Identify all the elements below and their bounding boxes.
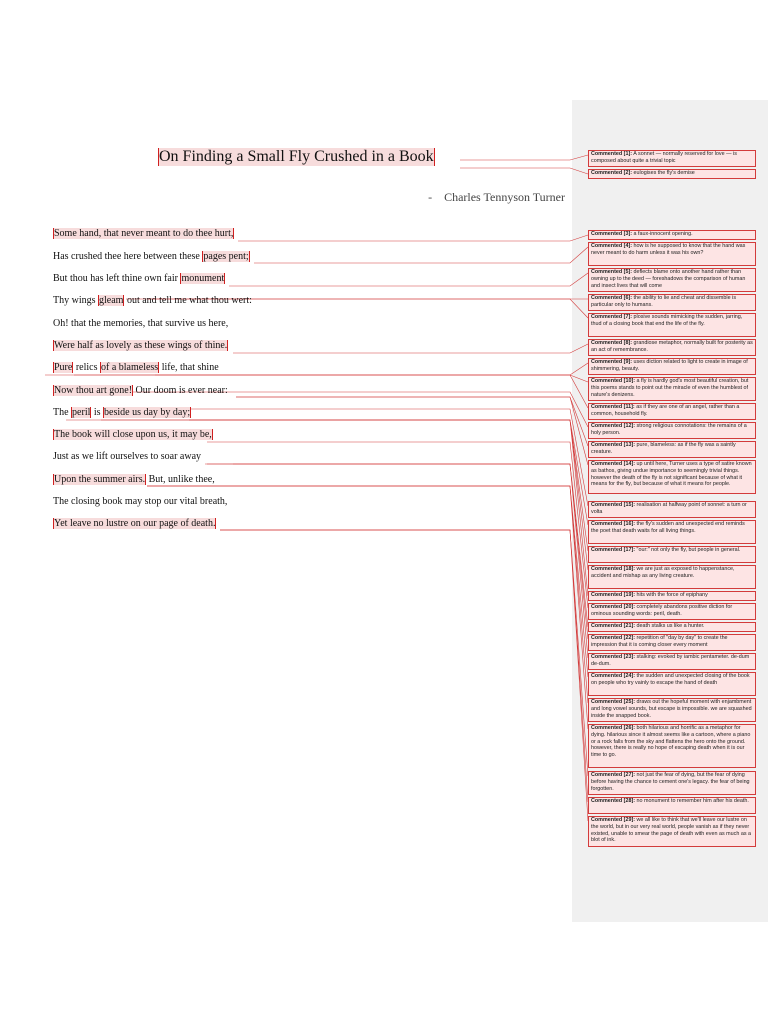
author-line xyxy=(428,190,565,205)
comment-label: Commented [7]: xyxy=(591,314,633,320)
comment-text: no monument to remember him after his death. xyxy=(635,798,749,804)
comment-text: grandiose metaphor, normally built for posterity as an act of remembrance. xyxy=(591,340,753,353)
poem-line xyxy=(53,251,250,262)
document-title: On Finding a Small Fly Crushed in a Book xyxy=(159,148,434,165)
poem-text: life, that shine xyxy=(159,362,219,373)
poem-text: The closing book may stop our vital breath, xyxy=(53,496,228,507)
comment-balloon[interactable] xyxy=(588,358,756,375)
comment-label: Commented [1]: xyxy=(591,151,633,157)
comment-label: Commented [26]: xyxy=(591,725,636,731)
comment-balloon[interactable] xyxy=(588,150,756,167)
comment-connector-line xyxy=(147,486,588,677)
comment-balloon[interactable] xyxy=(588,634,756,651)
comment-text: not just the fear of dying, but the fear of dying before having the chance to cement one's legacy. the fear of being forgotten. xyxy=(591,772,750,792)
comment-label: Commented [21]: xyxy=(591,623,636,629)
comment-text: hits with the force of epiphany xyxy=(635,592,708,598)
comment-text: death stalks us like a hunter. xyxy=(635,623,705,629)
comment-balloon[interactable] xyxy=(588,724,756,768)
poem-line xyxy=(53,340,228,351)
comment-balloon[interactable] xyxy=(588,294,756,311)
comment-text: a faux-innocent opening. xyxy=(632,231,693,237)
commented-text: Now thou art gone! xyxy=(54,385,133,396)
comment-connector-line xyxy=(207,464,588,639)
comment-label: Commented [25]: xyxy=(591,699,636,705)
comment-text: plosive sounds mimicking the sudden, jarring, thud of a closing book that end the life of the fly. xyxy=(591,314,743,327)
comment-balloon[interactable] xyxy=(588,377,756,401)
poem-text: But, unlike thee, xyxy=(146,474,215,485)
comment-connector-line xyxy=(207,442,588,608)
comment-text: we all like to think that we'll leave our lustre on the world, but in our very real world, people vanish as if they never existed, unable to smear the page of death with even as much as a blot of ink. xyxy=(591,817,752,844)
comment-balloon[interactable] xyxy=(588,501,756,518)
comment-label: Commented [23]: xyxy=(591,654,636,660)
comment-connector-line xyxy=(101,420,588,570)
comment-balloon[interactable] xyxy=(588,169,756,179)
comment-balloon[interactable] xyxy=(588,653,756,670)
comment-connector-line xyxy=(189,420,588,525)
poem-text: Oh! that the memories, that survive us here, xyxy=(53,318,229,329)
poem-line xyxy=(53,385,228,396)
comment-connector-line xyxy=(220,530,588,821)
comment-label: Commented [2]: xyxy=(591,170,633,176)
comment-text: realisation at halfway point of sonnet: a turn or volta xyxy=(591,502,747,515)
author-dash: - xyxy=(428,190,433,204)
poem-text: Just as we lift ourselves to soar away xyxy=(53,451,202,462)
comment-label: Commented [22]: xyxy=(591,635,636,641)
comment-text: both hilarious and horrific as a metaphor for dying. hilarious since it almost seems like a cartoon, where a piano or a rock falls from the sky and flattens the hero onto the ground. however, there is really no hope of escaping death when it is our time to go. xyxy=(591,725,751,759)
comment-balloon[interactable] xyxy=(588,546,756,563)
comment-label: Commented [6]: xyxy=(591,295,633,301)
poem-text: Our doom is ever near: xyxy=(133,385,228,396)
comment-text: a fly is hardly god's most beautiful creation, but this poems stands to point out the miracle of even the humblest of nature's denizens. xyxy=(591,378,749,398)
comment-text: repetition of "day by day" to create the impression that it is coming closer every moment xyxy=(591,635,728,648)
comment-text: the fly's sudden and unexpected end reminds the poet that death waits for all living things. xyxy=(591,521,745,534)
poem-line xyxy=(53,407,191,418)
commented-text: Yet leave no lustre on our page of death. xyxy=(54,518,216,529)
poem-line xyxy=(53,451,201,462)
comment-balloon[interactable] xyxy=(588,339,756,356)
author-name: Charles Tennyson Turner xyxy=(444,190,565,204)
poem-line xyxy=(53,228,234,239)
comment-text: the sudden and unexpected closing of the book on people who try vainly to escape the hand of death xyxy=(591,673,750,686)
comment-label: Commented [11]: xyxy=(591,404,635,410)
comment-text: pure, blameless: as if the fly was a saintly creature. xyxy=(591,442,736,455)
comment-label: Commented [15]: xyxy=(591,502,636,508)
commented-text: Were half as lovely as these wings of thine. xyxy=(54,340,228,351)
comment-text: stalking: evoked by iambic pentameter. de-dum de-dum. xyxy=(591,654,750,667)
commented-text: Pure xyxy=(54,362,73,373)
comment-balloon[interactable] xyxy=(588,591,756,601)
comment-text: strong religious connotations: the remains of a holy person. xyxy=(591,423,747,436)
commented-text: gleam xyxy=(99,295,124,306)
comment-balloon[interactable] xyxy=(588,622,756,632)
comment-connector-line xyxy=(460,168,588,174)
poem-text: Has crushed thee here between these xyxy=(53,251,203,262)
poem-text: relics xyxy=(73,362,100,373)
comment-text: "our:" not only the fly, but people in general. xyxy=(635,547,741,553)
comment-text: eulogises the fly's demise xyxy=(632,170,695,176)
commented-text: The book will close upon us, it may be, xyxy=(54,429,212,440)
comment-connector-line xyxy=(233,464,588,658)
commented-text: beside us day by day; xyxy=(104,407,191,418)
comment-label: Commented [9]: xyxy=(591,359,633,365)
poem-text: out and tell me what thou wert: xyxy=(124,295,252,306)
comment-label: Commented [12]: xyxy=(591,423,636,429)
comment-connector-line xyxy=(236,397,588,446)
comment-balloon[interactable] xyxy=(588,771,756,795)
comment-label: Commented [16]: xyxy=(591,521,636,527)
comment-balloon[interactable] xyxy=(588,230,756,240)
comment-connector-line xyxy=(238,235,588,241)
comment-connector-line xyxy=(229,273,588,286)
comment-text: we are just as exposed to happenstance, accident and mishap as any living creature. xyxy=(591,566,735,579)
comment-balloon[interactable] xyxy=(588,242,756,266)
comment-connector-line xyxy=(189,420,588,596)
comment-text: the ability to lie and cheat and dissemble is particular only to humans. xyxy=(591,295,737,308)
comment-text: uses diction related to light to create in image of shimmering, beauty. xyxy=(591,359,748,372)
comment-connector-line xyxy=(155,363,588,375)
comment-balloon[interactable] xyxy=(588,565,756,589)
comment-label: Commented [18]: xyxy=(591,566,636,572)
poem-text: Thy wings xyxy=(53,295,98,306)
poem-line xyxy=(53,273,225,284)
poem-text: is xyxy=(91,407,104,418)
comment-connector-line xyxy=(236,397,588,465)
comment-text: up until here, Turner uses a type of satire known as bathos, giving undue importance to seemingly trivial things. however the death of the fly is not significant because of what it means for the fly, but because of what it means for people. xyxy=(591,461,752,488)
comment-label: Commented [20]: xyxy=(591,604,636,610)
comment-label: Commented [24]: xyxy=(591,673,636,679)
commented-text: monument xyxy=(181,273,225,284)
poem-line xyxy=(53,429,213,440)
comment-balloon[interactable] xyxy=(588,520,756,544)
poem-line xyxy=(53,474,215,485)
comment-connector-line xyxy=(220,530,588,776)
comment-connector-line xyxy=(220,530,588,802)
comment-label: Commented [13]: xyxy=(591,442,636,448)
comment-balloon[interactable] xyxy=(588,268,756,292)
comment-balloon[interactable] xyxy=(588,698,756,722)
comment-balloon[interactable] xyxy=(588,403,756,420)
comment-balloon[interactable] xyxy=(588,797,756,814)
poem-line xyxy=(53,295,252,306)
comment-label: Commented [14]: xyxy=(591,461,636,467)
comment-text: how is he supposed to know that the hand was never meant to do harm unless it was his own? xyxy=(591,243,746,256)
comment-label: Commented [8]: xyxy=(591,340,633,346)
comment-balloon[interactable] xyxy=(588,460,756,494)
commented-text: of a blameless xyxy=(101,362,159,373)
comment-connector-line xyxy=(254,247,588,263)
comment-label: Commented [5]: xyxy=(591,269,633,275)
comment-connector-line xyxy=(74,375,588,382)
comment-balloon[interactable] xyxy=(588,422,756,439)
comment-text: draws out the hopeful moment with enjambment and long vowel sounds, but escape is impossible. we are squashed inside the snapped book. xyxy=(591,699,752,719)
commented-text: peril xyxy=(72,407,91,418)
poem-line xyxy=(53,318,228,329)
comment-label: Commented [4]: xyxy=(591,243,633,249)
commented-text: Some hand, that never meant to do thee hurt, xyxy=(54,228,234,239)
comment-text: as if they are one of an angel, rather than a common, household fly. xyxy=(591,404,740,417)
comment-label: Commented [17]: xyxy=(591,547,636,553)
comment-connector-line xyxy=(233,344,588,353)
comment-balloon[interactable] xyxy=(588,816,756,847)
comment-balloon[interactable] xyxy=(588,672,756,696)
comment-text: completely abandons positive diction for ominous sounding words: peril, death. xyxy=(591,604,733,617)
comment-balloon[interactable] xyxy=(588,441,756,458)
comment-label: Commented [28]: xyxy=(591,798,636,804)
comment-connector-line xyxy=(460,155,588,160)
comment-label: Commented [29]: xyxy=(591,817,636,823)
comment-label: Commented [10]: xyxy=(591,378,636,384)
poem-text: The xyxy=(53,407,72,418)
comment-text: deflects blame onto another hand rather than owning up to the deed — foreshadows the comparison of human and insect lives that will come xyxy=(591,269,746,289)
comment-connector-line xyxy=(205,464,588,627)
poem-line xyxy=(53,362,219,373)
comment-label: Commented [27]: xyxy=(591,772,636,778)
comment-connector-line xyxy=(131,392,588,427)
commented-text: Upon the summer airs. xyxy=(54,474,146,485)
comment-balloon[interactable] xyxy=(588,313,756,337)
poem-line xyxy=(53,496,227,507)
comment-balloon[interactable] xyxy=(588,603,756,620)
comment-label: Commented [3]: xyxy=(591,231,633,237)
comment-label: Commented [19]: xyxy=(591,592,636,598)
poem-line xyxy=(53,518,216,529)
comment-text: A sonnet — normally reserved for love — is composed about quite a trivial topic xyxy=(591,151,737,164)
commented-text: pages pent; xyxy=(203,251,249,262)
poem-text: But thou has left thine own fair xyxy=(53,273,181,284)
